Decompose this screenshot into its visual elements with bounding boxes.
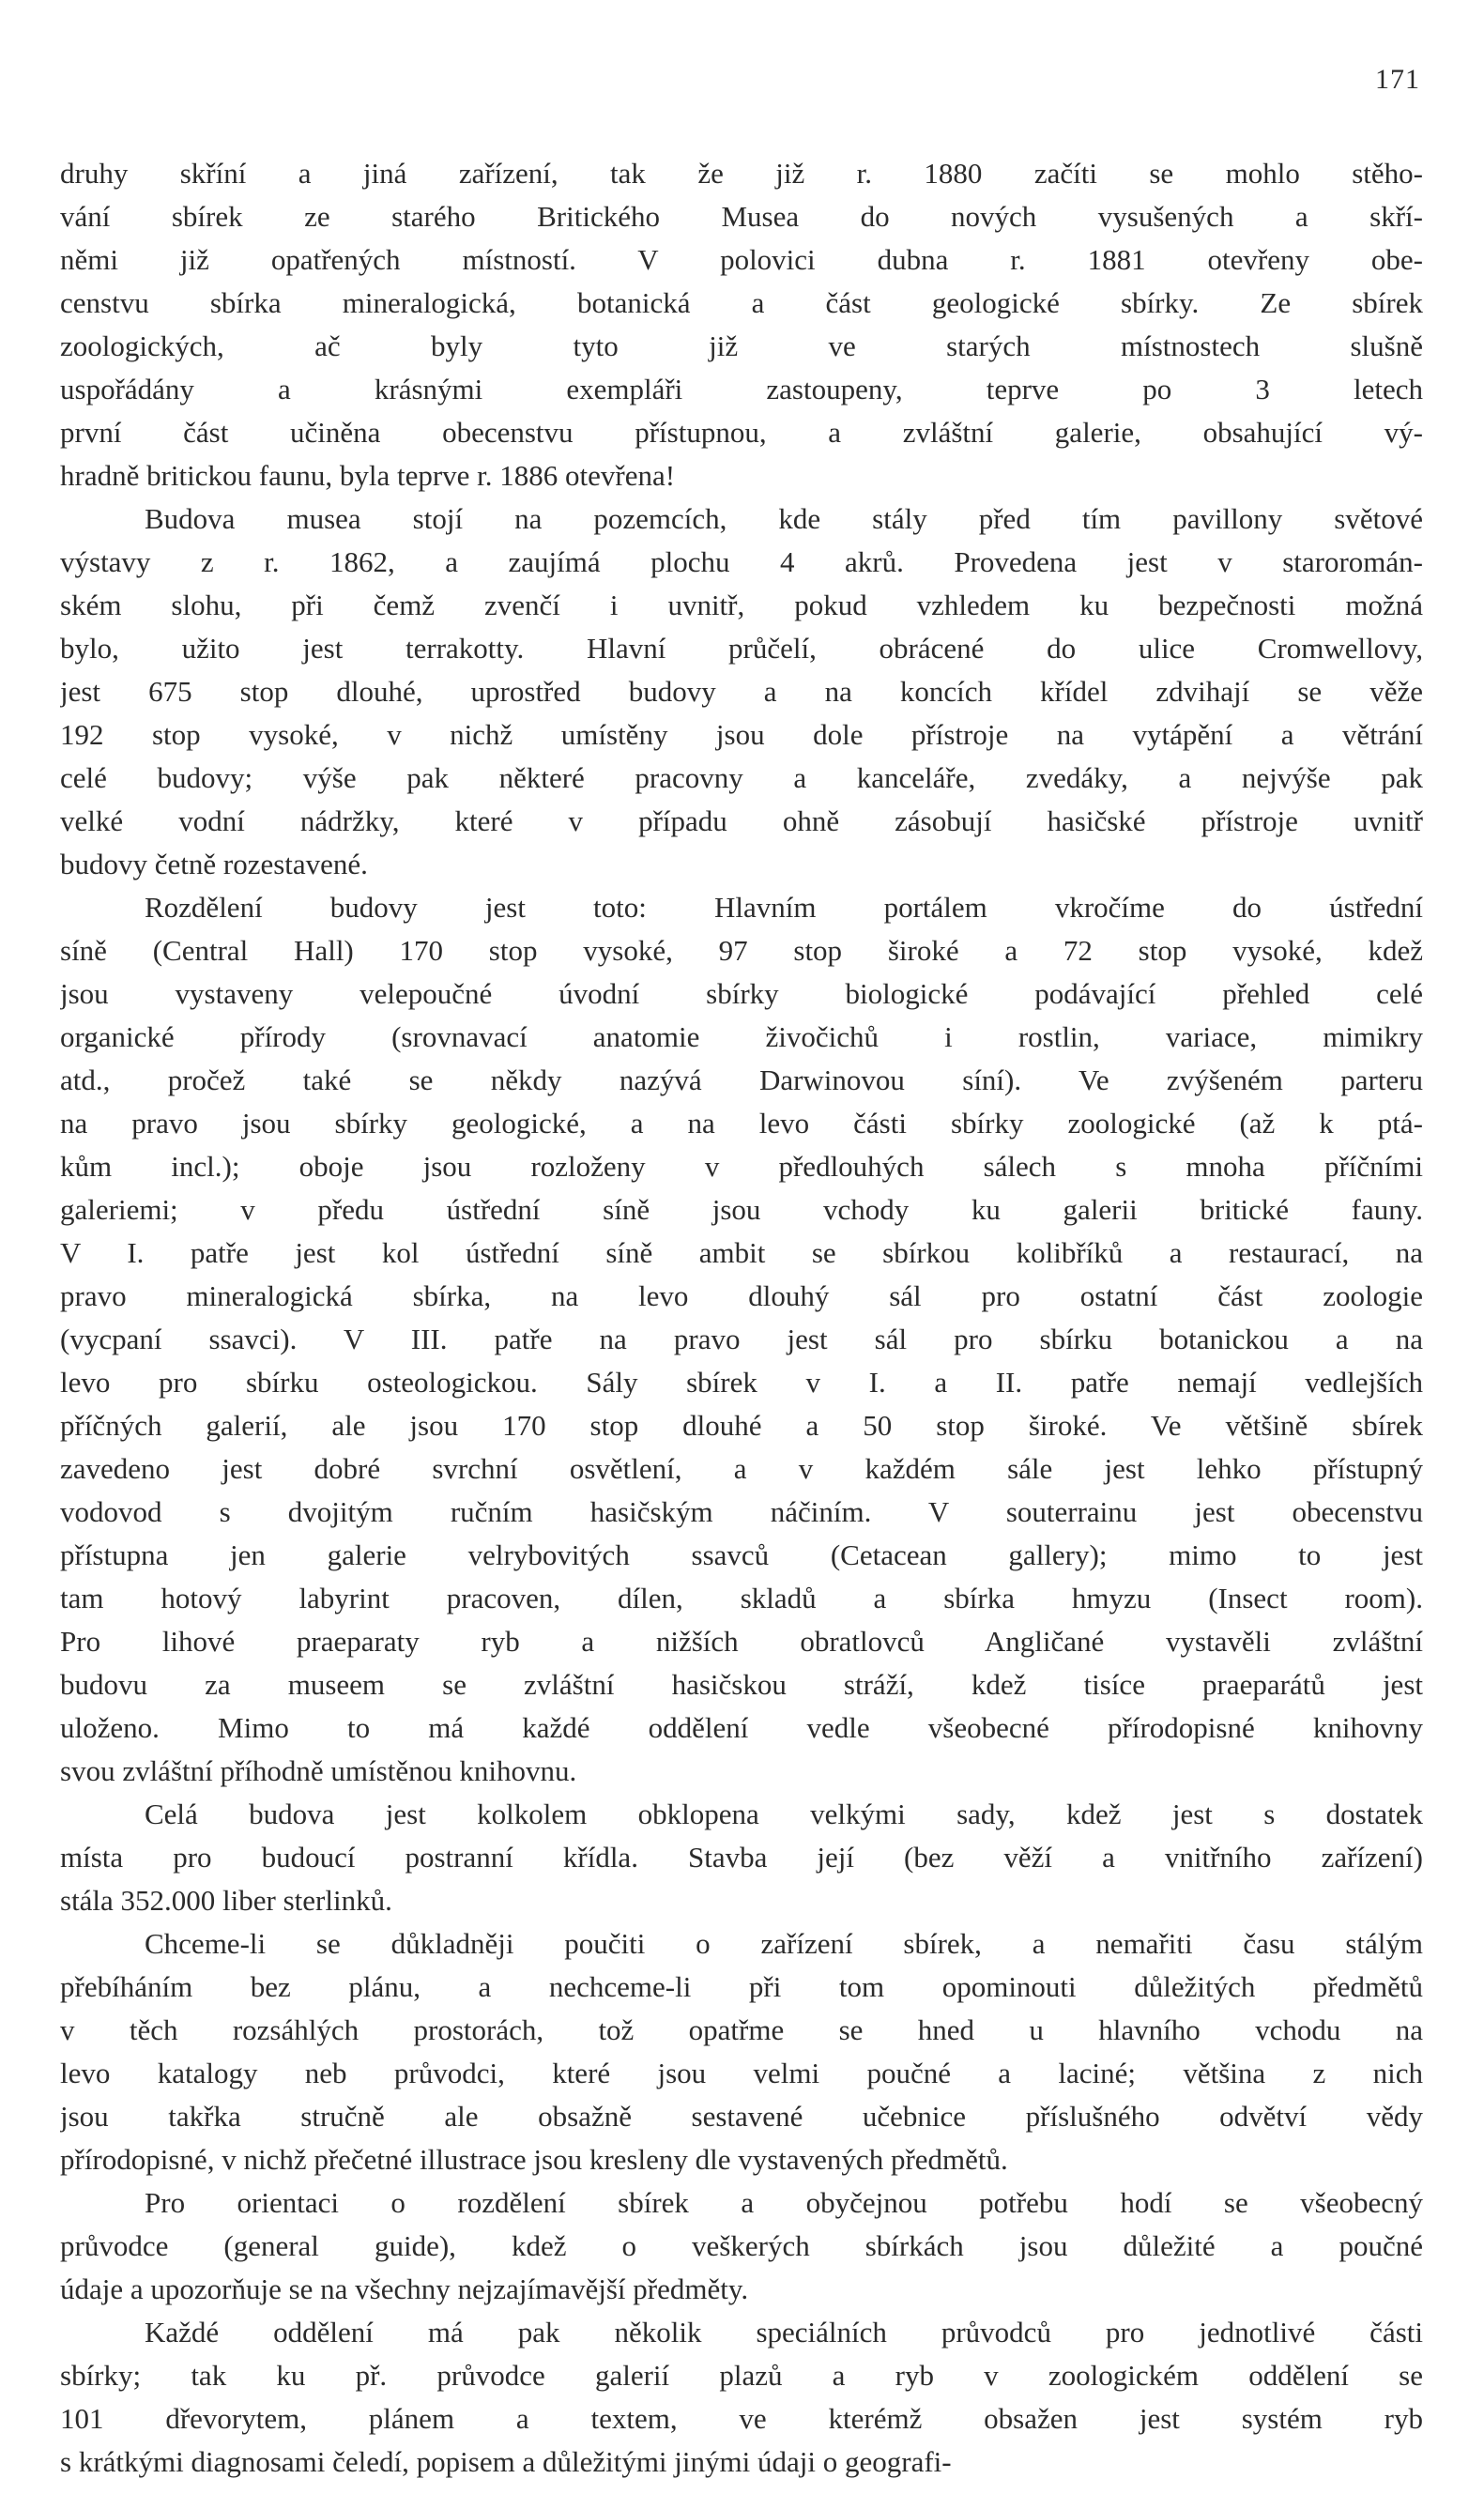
text-line: Rozdělení budovy jest toto: Hlavním portálem vkročíme do ústřední [145,891,1423,924]
text-line: stála 352.000 liber sterlinků. [60,1884,392,1917]
paragraph [60,152,1423,497]
text-line: ském slohu, při čemž zvenčí i uvnitř, pokud vzhledem ku bezpečnosti možná [60,589,1423,621]
text-line: uspořádány a krásnými exempláři zastoupeny, teprve po 3 letech [60,373,1423,405]
text-line: v těch rozsáhlých prostorách, tož opatřme se hned u hlavního vchodu na [60,2013,1423,2046]
text-line: průvodce (general guide), kdež o veškerých sbírkách jsou důležité a poučné [60,2229,1423,2262]
text-line: Celá budova jest kolkolem obklopena velkými sady, kdež jest s dostatek [145,1798,1423,1830]
text-line: Pro orientaci o rozdělení sbírek a obyčejnou potřebu hodí se všeobecný [145,2186,1423,2219]
text-line: (vycpaní ssavci). V III. patře na pravo jest sál pro sbírku botanickou a na [60,1323,1423,1355]
text-line: 192 stop vysoké, v nichž umístěny jsou dole přístroje na vytápění a větrání [60,718,1423,751]
text-line: galeriemi; v předu ústřední síně jsou vchody ku galerii britické fauny. [60,1193,1423,1226]
text-line: levo pro sbírku osteologickou. Sály sbírek v I. a II. patře nemají vedlejších [60,1366,1423,1399]
text-line: pravo mineralogická sbírka, na levo dlouhý sál pro ostatní část zoologie [60,1279,1423,1312]
text-line: jsou takřka stručně ale obsažně sestavené učebnice příslušného odvětví vědy [60,2100,1423,2133]
text-line: Pro lihové praeparaty ryb a nižších obratlovců Angličané vystavěli zvláštní [60,1625,1423,1658]
text-line: první část učiněna obecenstvu přístupnou, a zvláštní galerie, obsahující vý- [60,416,1423,449]
text-line: místa pro budoucí postranní křídla. Stavba její (bez věží a vnitřního zařízení) [60,1841,1423,1874]
text-line: kům incl.); oboje jsou rozloženy v předlouhých sálech s mnoha příčními [60,1150,1423,1183]
text-line: Každé oddělení má pak několik speciálních průvodců pro jednotlivé části [145,2316,1423,2349]
text-line: celé budovy; výše pak některé pracovny a kanceláře, zvedáky, a nejvýše pak [60,761,1423,794]
text-line: censtvu sbírka mineralogická, botanická a část geologické sbírky. Ze sbírek [60,286,1423,319]
text-line: zavedeno jest dobré svrchní osvětlení, a v každém sále jest lehko přístupný [60,1452,1423,1485]
paragraph [60,1922,1423,2181]
text-line: němi již opatřených místností. V polovici dubna r. 1881 otevřeny obe- [60,243,1423,276]
text-line: síně (Central Hall) 170 stop vysoké, 97 stop široké a 72 stop vysoké, kdež [60,934,1423,967]
text-line: velké vodní nádržky, které v případu ohně zásobují hasičské přístroje uvnitř [60,804,1423,837]
text-line: bylo, užito jest terrakotty. Hlavní průčelí, obrácené do ulice Cromwellovy, [60,632,1423,665]
text-line: jest 675 stop dlouhé, uprostřed budovy a na koncích křídel zdvihají se věže [60,675,1423,708]
page-number: 171 [1375,64,1420,95]
text-line: příčných galerií, ale jsou 170 stop dlouhé a 50 stop široké. Ve většině sbírek [60,1409,1423,1442]
text-line: levo katalogy neb průvodci, které jsou velmi poučné a laciné; většina z nich [60,2057,1423,2089]
text-line: s krátkými diagnosami čeledí, popisem a důležitými jinými údaji o geografi- [60,2445,952,2478]
text-line: údaje a upozorňuje se na všechny nejzajímavější předměty. [60,2272,749,2305]
text-line: organické přírody (srovnavací anatomie živočichů i rostlin, variace, mimikry [60,1020,1423,1053]
text-line: výstavy z r. 1862, a zaujímá plochu 4 akrů. Provedena jest v staroromán- [60,545,1423,578]
paragraph [60,1793,1423,1922]
text-body [60,152,1423,2484]
text-line: druhy skříní a jiná zařízení, tak že již r. 1880 začíti se mohlo stěho- [60,157,1423,190]
text-line: na pravo jsou sbírky geologické, a na levo části sbírky zoologické (až k ptá- [60,1107,1423,1140]
text-line: přebíháním bez plánu, a nechceme-li při tom opominouti důležitých předmětů [60,1970,1423,2003]
paragraph [60,497,1423,886]
text-line: Budova musea stojí na pozemcích, kde stály před tím pavillony světové [145,502,1423,535]
text-line: sbírky; tak ku př. průvodce galerií plazů a ryb v zoologickém oddělení se [60,2359,1423,2392]
text-line: svou zvláštní příhodně umístěnou knihovnu. [60,1754,577,1787]
text-line: budovu za museem se zvláštní hasičskou stráží, kdež tisíce praeparátů jest [60,1668,1423,1701]
text-line: 101 dřevorytem, plánem a textem, ve kterémž obsažen jest systém ryb [60,2402,1423,2435]
paragraph [60,886,1423,1793]
text-line: jsou vystaveny velepoučné úvodní sbírky biologické podávající přehled celé [60,977,1423,1010]
text-line: hradně britickou faunu, byla teprve r. 1886 otevřena! [60,459,676,492]
text-line: budovy četně rozestavené. [60,848,368,880]
text-line: tam hotový labyrint pracoven, dílen, skladů a sbírka hmyzu (Insect room). [60,1582,1423,1614]
text-line: atd., pročež také se někdy nazývá Darwinovou síní). Ve zvýšeném parteru [60,1063,1423,1096]
paragraph [60,2181,1423,2311]
paragraph [60,2311,1423,2484]
text-line: V I. patře jest kol ústřední síně ambit se sbírkou kolibříků a restaurací, na [60,1236,1423,1269]
text-line: přístupna jen galerie velrybovitých ssavců (Cetacean gallery); mimo to jest [60,1538,1423,1571]
text-line: přírodopisné, v nichž přečetné illustrace jsou kresleny dle vystavených předmětů. [60,2143,1008,2176]
text-line: zoologických, ač byly tyto již ve starých místnostech slušně [60,329,1423,362]
text-line: Chceme-li se důkladněji poučiti o zařízení sbírek, a nemařiti času stálým [145,1927,1423,1960]
text-line: vodovod s dvojitým ručním hasičským náčiním. V souterrainu jest obecenstvu [60,1495,1423,1528]
text-line: uloženo. Mimo to má každé oddělení vedle všeobecné přírodopisné knihovny [60,1711,1423,1744]
text-line: vání sbírek ze starého Britického Musea do nových vysušených a skří- [60,200,1423,233]
